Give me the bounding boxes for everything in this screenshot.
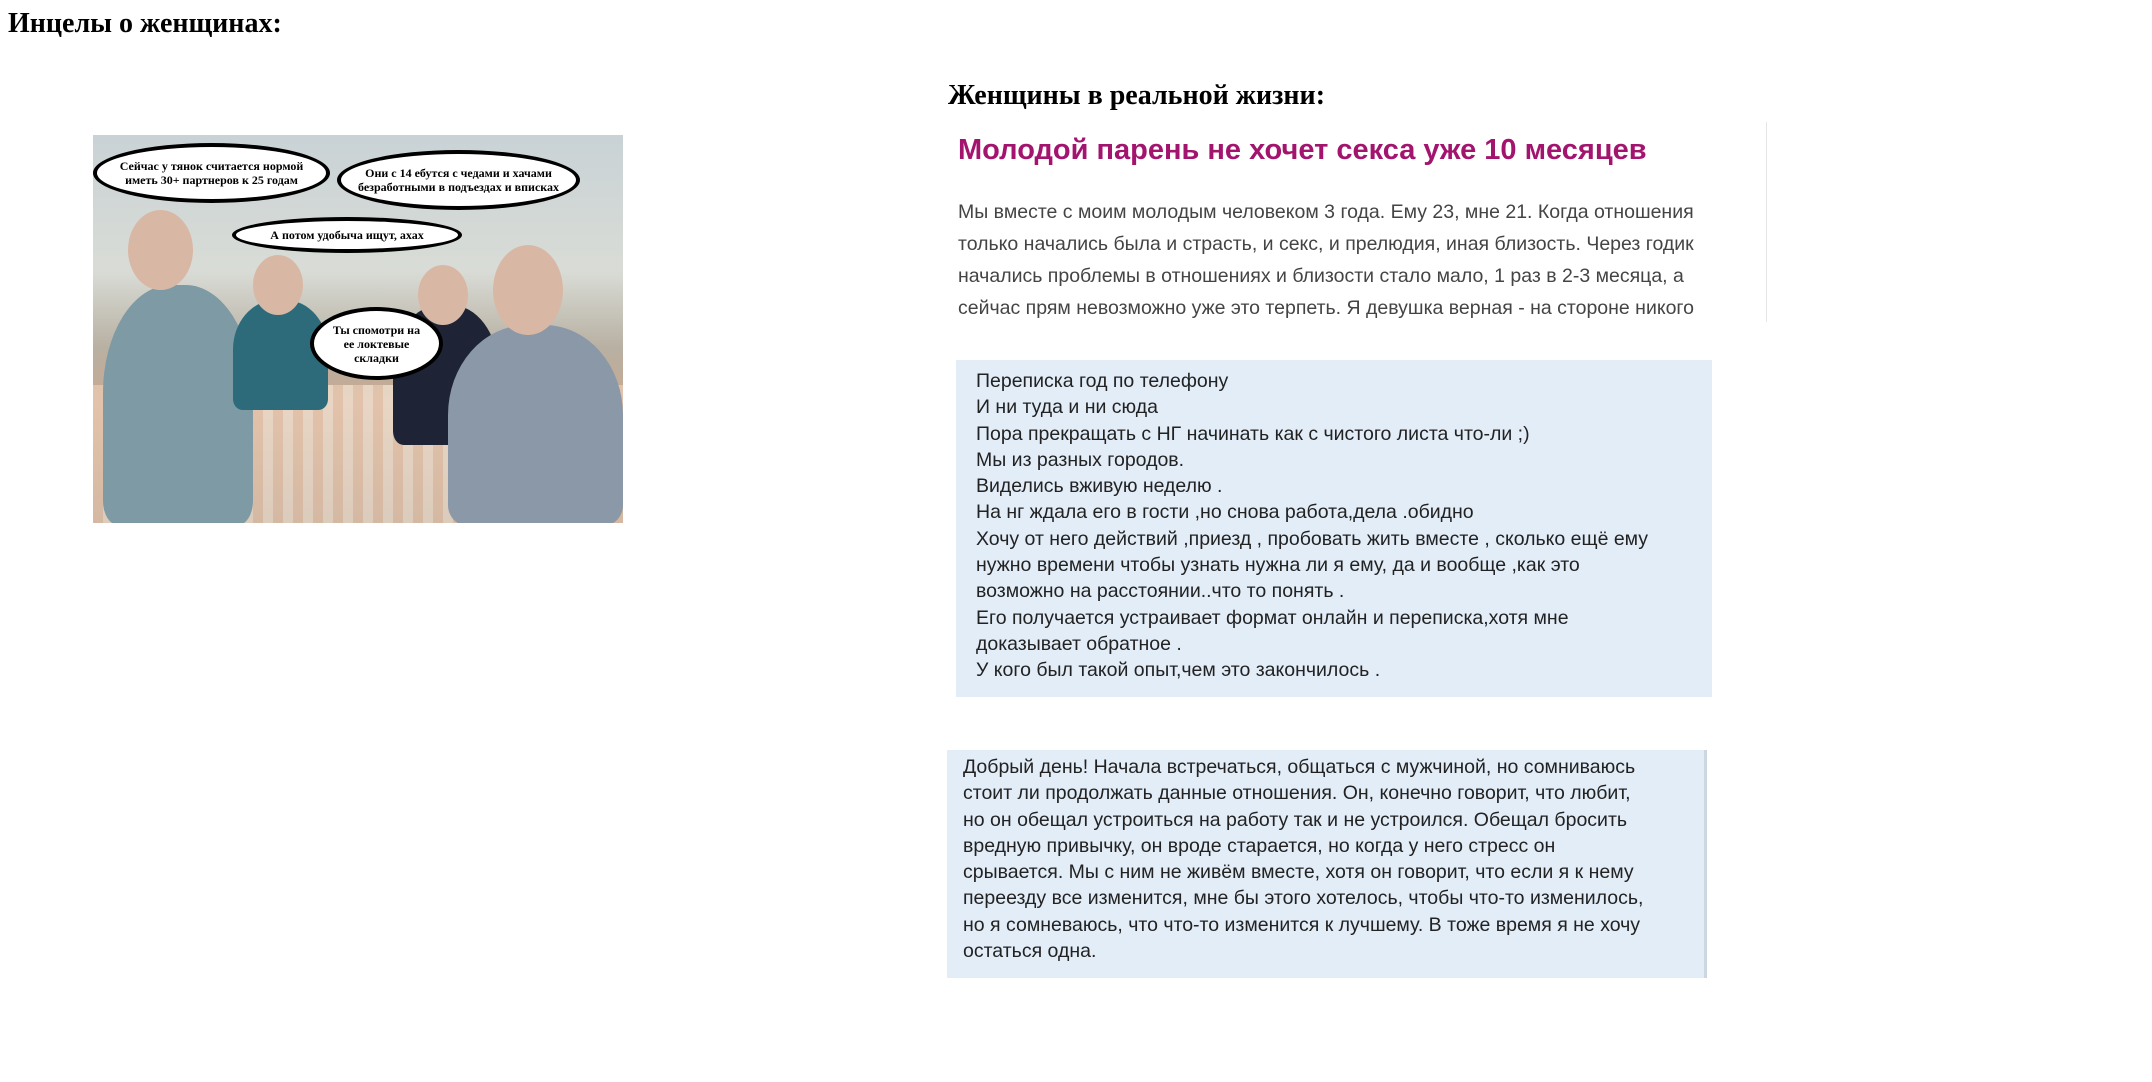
forum-post-distance xyxy=(956,360,1712,697)
text-line: У кого был такой опыт,чем это закончилось . xyxy=(976,659,1381,682)
article-snippet xyxy=(958,122,1767,322)
text-line: доказывает обратное . xyxy=(976,632,1182,655)
text-line: Пора прекращать с НГ начинать как с чистого листа что-ли ;) xyxy=(976,422,1530,445)
text-line: начались проблемы в отношениях и близости стало мало, 1 раз в 2-3 месяца, а xyxy=(958,265,1684,287)
text-line: но я сомневаюсь, что что-то изменится к лучшему. В тоже время я не хочу xyxy=(963,913,1641,936)
text-line: Виделись вживую неделю . xyxy=(976,475,1223,498)
text-line: сейчас прям невозможно уже это терпеть. Я девушка верная - на стороне никого xyxy=(958,297,1694,319)
text-line: срывается. Мы с ним не живём вместе, хотя он говорит, что если я к нему xyxy=(963,861,1634,884)
text-line: На нг ждала его в гости ,но снова работа,дела .обидно xyxy=(976,501,1474,524)
text-line: И ни туда и ни сюда xyxy=(976,396,1158,419)
person-3-head xyxy=(418,265,468,325)
text-line: вредную привычку, он вроде старается, но когда у него стресс он xyxy=(963,834,1556,857)
person-1-head xyxy=(128,210,193,290)
forum-post-doubts xyxy=(947,750,1707,978)
text-line: Мы вместе с моим молодым человеком 3 года. Ему 23, мне 21. Когда отношения xyxy=(958,201,1694,223)
text-line: остаться одна. xyxy=(963,940,1097,963)
text-line: Его получается устраивает формат онлайн и переписка,хотя мне xyxy=(976,606,1569,629)
left-heading: Инцелы о женщинах: xyxy=(8,8,282,39)
text-line: возможно на расстоянии..что то понять . xyxy=(976,580,1345,603)
person-4-head xyxy=(493,245,563,335)
text-line: переезду все изменится, мне бы этого хотелось, чтобы что-то изменилось, xyxy=(963,887,1644,910)
speech-bubble: Они с 14 ебутся с чедами и хачами безработными в подъездах и вписках xyxy=(337,150,580,210)
text-line: Мы из разных городов. xyxy=(976,448,1185,471)
person-4 xyxy=(448,325,623,523)
article-title[interactable]: Молодой парень не хочет секса уже 10 месяцев xyxy=(958,134,1647,166)
person-2-head xyxy=(253,255,303,315)
text-line: но он обещал устроиться на работу так и не устроился. Обещал бросить xyxy=(963,808,1628,831)
text-line: Хочу от него действий ,приезд , пробовать жить вместе , сколько ещё ему xyxy=(976,527,1649,550)
right-heading: Женщины в реальной жизни: xyxy=(948,80,1326,111)
person-1 xyxy=(103,285,253,523)
speech-bubble: Ты спомотри на ее локтевые складки xyxy=(310,307,443,380)
text-line: только начались была и страсть, и секс, и прелюдия, иная близость. Через годик xyxy=(958,233,1694,255)
text-line: стоит ли продолжать данные отношения. Он, конечно говорит, что любит, xyxy=(963,782,1631,805)
meme-photo xyxy=(93,135,623,523)
text-line: Переписка год по телефону xyxy=(976,370,1229,392)
speech-bubble: А потом удобыча ищут, ахах xyxy=(232,217,462,253)
speech-bubble: Сейчас у тянок считается нормой иметь 30+ партнеров к 25 годам xyxy=(93,143,330,203)
text-line: Добрый день! Начала встречаться, общаться с мужчиной, но сомниваюсь xyxy=(963,756,1636,778)
text-line: нужно времени чтобы узнать нужна ли я ему, да и вообще ,как это xyxy=(976,554,1580,577)
article-body xyxy=(958,196,1694,324)
